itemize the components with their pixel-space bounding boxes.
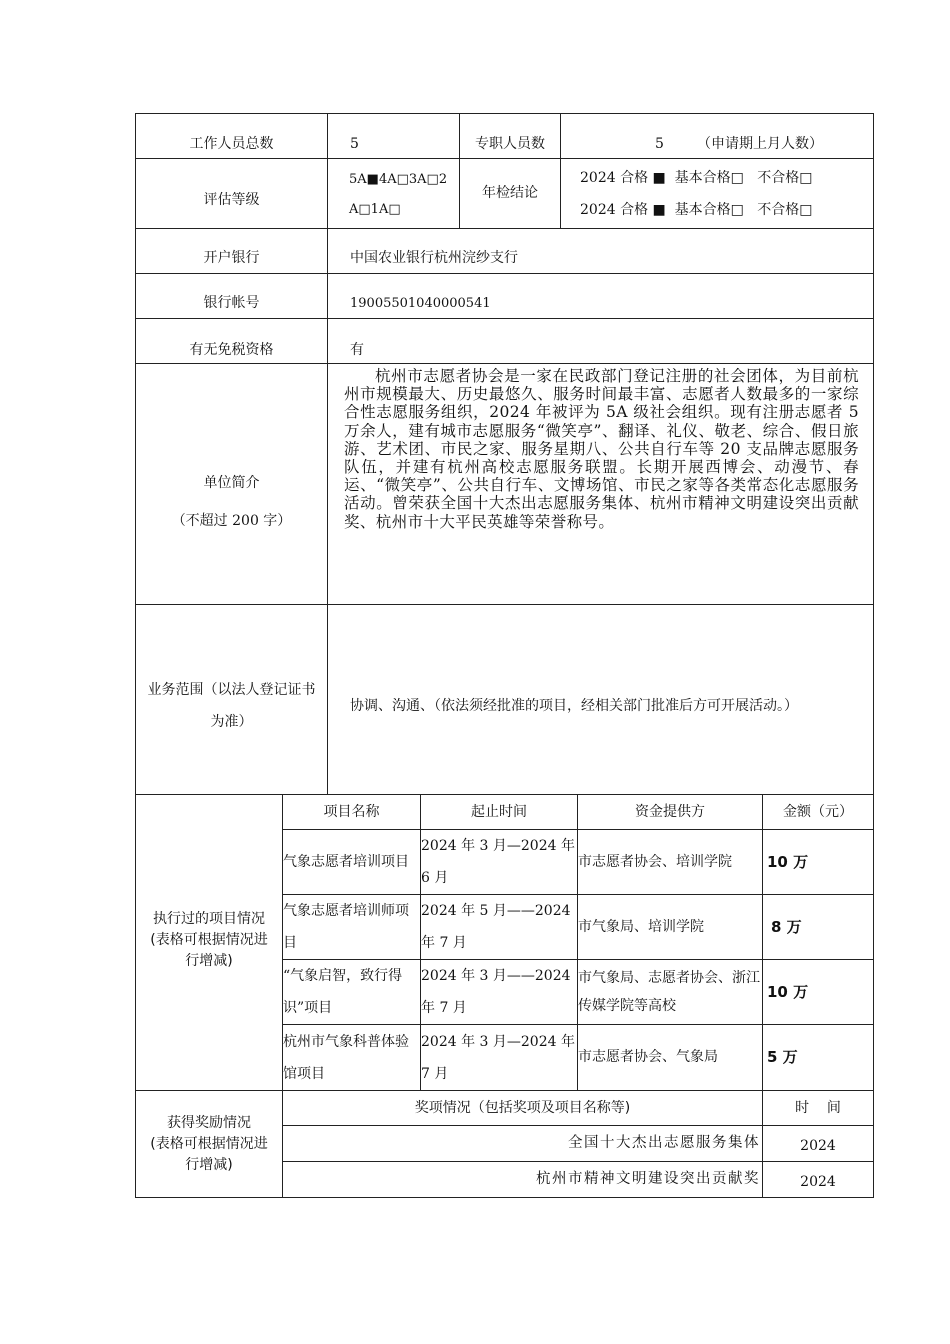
scope-value: 协调、沟通、（依法须经批准的项目，经相关部门批准后方可开展活动。） xyxy=(350,697,798,714)
project-name: 气象志愿者培训项目 xyxy=(283,854,409,870)
project-amount: 10 万 xyxy=(767,982,809,1001)
header-period: 起止时间 xyxy=(471,803,527,820)
staff-total-value: 5 xyxy=(350,136,359,152)
awards-label-2: (表格可根据情况进 xyxy=(150,1135,268,1152)
bank-label: 开户银行 xyxy=(203,250,260,266)
projects-label-3: 行增减) xyxy=(185,952,233,969)
award-time: 2024 xyxy=(800,1138,836,1154)
project-funder: 市志愿者协会、气象局 xyxy=(578,1049,718,1065)
annual-line-1: 2024 合格 ■ 基本合格□ 不合格□ xyxy=(580,169,813,186)
intro-sublabel: （不超过 200 字） xyxy=(171,513,292,529)
awards-label-block xyxy=(136,1091,282,1197)
rating-line-1: 5A■4A□3A□2 xyxy=(349,171,448,187)
scope-label-1: 业务范围（以法人登记证书 xyxy=(147,681,316,698)
awards-label-1: 获得奖励情况 xyxy=(167,1114,251,1131)
tax-label: 有无免税资格 xyxy=(189,342,274,358)
rule xyxy=(873,113,874,1198)
project-funder: 市志愿者协会、培训学院 xyxy=(578,853,732,870)
award-name: 全国十大杰出志愿服务集体 xyxy=(568,1135,760,1151)
scope-label-2: 为准） xyxy=(210,713,253,730)
header-funder: 资金提供方 xyxy=(635,803,705,820)
awards-header-name: 奖项情况（包括奖项及项目名称等) xyxy=(414,1099,631,1116)
awards-label-3: 行增减) xyxy=(185,1156,233,1173)
projects-label-block xyxy=(136,795,282,1090)
fulltime-value: 5 xyxy=(655,136,664,152)
intro-text: 杭州市志愿者协会是一家在民政部门登记注册的社会团体，为目前杭州市规模最大、历史最悠久、服务时间最丰富、志愿者人数最多的一家综合性志愿服务组织，2024 年被评为 5A 级社会组织。现有注册志愿者 5 万余人，建有城市志愿服务“微笑亭”、翻译、礼仪、敬老、综合、假日旅游、艺术团、市民之家、服务星期八、公共自行车等 20 支品牌志愿服务队伍，并建有杭州高校志愿服务联盟。长期开展西博会、动漫节、春运、“微笑亭”、公共自行车、文博场馆、市民之家等各类常态化志愿服务活动。曾荣获全国十大杰出志愿服务集体、杭州市精神文明建设突出贡献奖、杭州市十大平民英雄等荣誉称号。 xyxy=(344,367,859,531)
project-period: 2024 年 3 月——2024 年 7 月 xyxy=(421,968,571,1016)
awards-header-time: 时 间 xyxy=(795,1099,841,1116)
rule xyxy=(135,1197,874,1198)
account-value: 19005501040000541 xyxy=(350,296,491,311)
project-amount: 10 万 xyxy=(767,852,809,871)
rule xyxy=(560,113,561,228)
project-period: 2024 年 5 月——2024 年 7 月 xyxy=(421,903,571,951)
fulltime-label: 专职人员数 xyxy=(475,136,545,152)
fulltime-note: （申请期上月人数） xyxy=(697,136,823,152)
header-amount: 金额（元） xyxy=(783,803,853,820)
project-name: 杭州市气象科普体验馆项目 xyxy=(283,1033,409,1082)
annual-value xyxy=(580,159,870,228)
staff-total-label: 工作人员总数 xyxy=(189,136,274,152)
account-label: 银行帐号 xyxy=(203,295,260,311)
project-period: 2024 年 3 月—2024 年 6 月 xyxy=(421,838,575,886)
project-funder: 市气象局、志愿者协会、浙江传媒学院等高校 xyxy=(578,970,760,1014)
tax-value: 有 xyxy=(350,342,364,358)
annual-label: 年检结论 xyxy=(482,185,538,201)
intro-label: 单位简介 xyxy=(203,475,260,491)
project-period: 2024 年 3 月—2024 年 7 月 xyxy=(421,1033,575,1082)
project-name: “气象启智，致行得识”项目 xyxy=(283,968,403,1016)
rating-line-2: A□1A□ xyxy=(349,201,401,217)
intro-label-block xyxy=(136,364,327,604)
rating-label: 评估等级 xyxy=(203,192,260,208)
annual-line-2: 2024 合格 ■ 基本合格□ 不合格□ xyxy=(580,201,813,218)
award-time: 2024 xyxy=(800,1174,836,1190)
project-funder: 市气象局、培训学院 xyxy=(578,918,704,935)
project-amount: 8 万 xyxy=(771,917,802,936)
scope-label-block xyxy=(130,605,333,794)
bank-value: 中国农业银行杭州浣纱支行 xyxy=(350,250,518,266)
projects-label-2: (表格可根据情况进 xyxy=(150,931,268,948)
award-name: 杭州市精神文明建设突出贡献奖 xyxy=(536,1171,760,1187)
project-amount: 5 万 xyxy=(767,1048,798,1066)
project-name: 气象志愿者培训师项目 xyxy=(283,903,409,951)
projects-label-1: 执行过的项目情况 xyxy=(153,910,265,927)
header-project-name: 项目名称 xyxy=(323,803,380,820)
rating-value xyxy=(349,159,457,228)
